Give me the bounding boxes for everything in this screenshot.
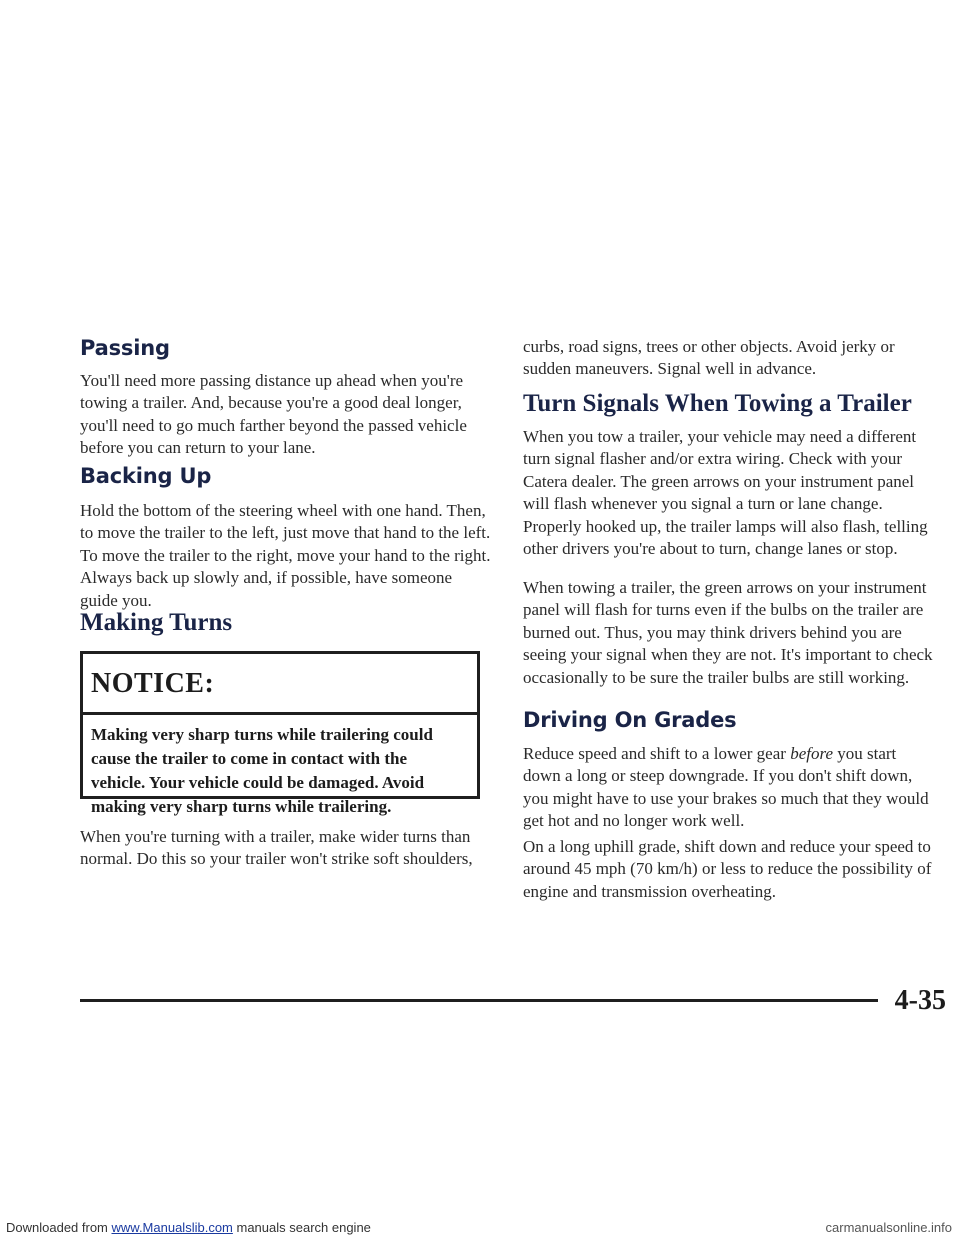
bottom-rule xyxy=(80,999,878,1002)
notice-body: Making very sharp turns while trailering could cause the trailer to come in contact with the vehicle. Your vehicle could be damaged. Avoid making very sharp turns while trailering. xyxy=(91,725,433,816)
driving-on-grades-body-1: Reduce speed and shift to a lower gear before you start down a long or steep downgrade. If you don't shift down, you might have to use your brakes so much that they would get hot and no longer work well. xyxy=(523,744,929,831)
passing-heading: Passing xyxy=(80,336,170,360)
notice-divider xyxy=(83,712,477,715)
notice-title: NOTICE: xyxy=(91,668,215,699)
turn-signals-body-1: When you tow a trailer, your vehicle may need a different turn signal flasher and/or extra wiring. Check with your Catera dealer. The green arrows on your instrument panel will flash whenever you signal a turn or lane change. Properly hooked up, the trailer lamps will also flash, telling other drivers you're about to turn, change lanes or stop. xyxy=(523,427,928,559)
making-turns-heading: Making Turns xyxy=(80,609,233,636)
continuation-text: curbs, road signs, trees or other objects. Avoid jerky or sudden maneuvers. Signal well in advance. xyxy=(523,337,895,379)
manualslib-link[interactable]: www.Manualslib.com xyxy=(111,1220,233,1235)
download-footer: Downloaded from www.Manualslib.com manuals search engine xyxy=(6,1220,371,1235)
driving-on-grades-heading: Driving On Grades xyxy=(523,708,737,732)
emphasis-before: before xyxy=(790,744,833,763)
page-number: 4-35 xyxy=(894,985,946,1016)
backing-up-heading: Backing Up xyxy=(80,464,212,488)
notice-box xyxy=(80,651,480,816)
making-turns-body: When you're turning with a trailer, make wider turns than normal. Do this so your trailer won't strike soft shoulders, xyxy=(80,827,473,869)
driving-on-grades-body-2: On a long uphill grade, shift down and reduce your speed to around 45 mph (70 km/h) or less to reduce the possibility of engine and transmission overheating. xyxy=(523,837,932,901)
backing-up-body: Hold the bottom of the steering wheel with one hand. Then, to move the trailer to the left, just move that hand to the left. To move the trailer to the right, move your hand to the right. Always back up slowly and, if possible, have someone guide you. xyxy=(80,501,491,610)
passing-body: You'll need more passing distance up ahead when you're towing a trailer. And, because you're a good deal longer, you'll need to go much farther beyond the passed vehicle before you can return to your lane. xyxy=(80,371,467,458)
turn-signals-body-2: When towing a trailer, the green arrows on your instrument panel will flash for turns even if the bulbs on the trailer are burned out. Thus, you may think drivers behind you are seeing your signal when they are not. It's important to check occasionally to be sure the trailer bulbs are still working. xyxy=(523,578,933,687)
watermark: carmanualsonline.info xyxy=(825,1220,952,1235)
turn-signals-heading: Turn Signals When Towing a Trailer xyxy=(523,390,912,417)
